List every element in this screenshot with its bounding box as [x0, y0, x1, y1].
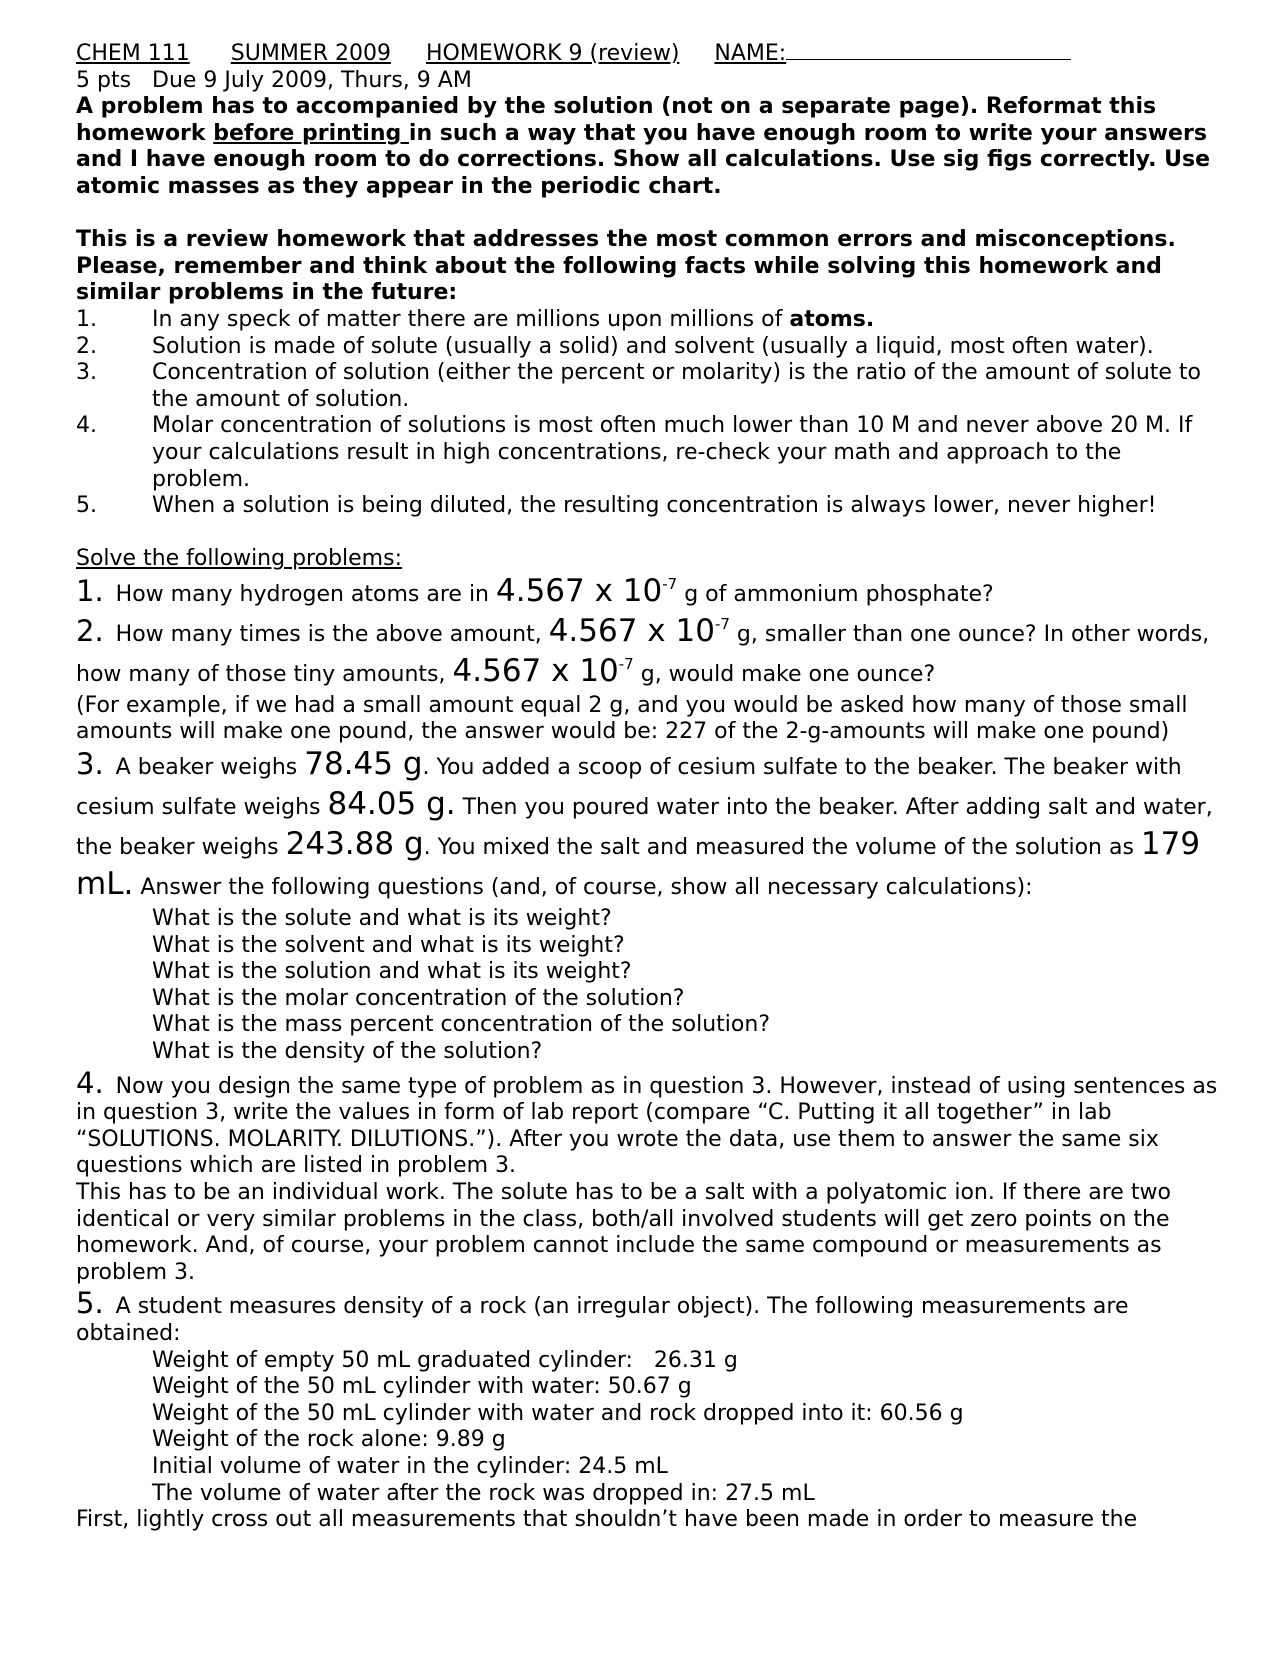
- subquestion: What is the density of the solution?: [152, 1039, 543, 1065]
- question-number: 4.: [76, 1065, 104, 1100]
- question-number: 2.: [76, 613, 104, 648]
- question-number: 1.: [76, 573, 104, 608]
- subquestion: What is the solvent and what is its weight?: [152, 932, 625, 958]
- subquestion: What is the mass percent concentration of the solution?: [152, 1012, 770, 1038]
- question-text: How many hydrogen atoms are in: [115, 581, 496, 607]
- header-line: [76, 37, 1226, 68]
- fact-number: 5.: [76, 493, 97, 519]
- fact-item: [76, 360, 1226, 413]
- instructions-text-1: A problem has to accompanied by the solution (not on a separate page). Reformat this homework: [76, 94, 1157, 146]
- fact-text: Solution is made of solute (usually a solid) and solvent (usually a liquid, most often water).: [152, 333, 1154, 359]
- question-number: 3.: [76, 747, 104, 782]
- instructions-text-2: in such a way that you have enough room to write your answers and I have enough room to do corrections. Show all calculations. Use sig figs correctly. Use atomic masses as they appear in the periodic chart.: [76, 120, 1210, 199]
- sci-value: 4.567 x 10: [548, 612, 715, 649]
- question-5-instruction: First, lightly cross out all measurements that shouldn’t have been made in order to measure the: [76, 1507, 1138, 1533]
- measurement: Weight of empty 50 mL graduated cylinder: 26.31 g: [152, 1347, 738, 1373]
- question-text: . You added a scoop of cesium sulfate to the beaker. The beaker with cesium sulfate weighs: [76, 755, 1182, 821]
- fact-number: 1.: [76, 306, 97, 332]
- fact-number: 3.: [76, 360, 97, 386]
- measured-value: 78.45 g: [304, 746, 423, 783]
- fact-text: Concentration of solution (either the percent or molarity) is the ratio of the amount of solute to the amount of solution.: [152, 360, 1201, 412]
- course-code: CHEM 111: [76, 41, 190, 66]
- question-text: g, would make one ounce?: [633, 661, 936, 687]
- question-text: How many times is the above amount,: [115, 621, 549, 647]
- name-label: NAME:: [714, 41, 787, 66]
- measurement: Weight of the rock alone: 9.89 g: [152, 1427, 506, 1453]
- fact-text: When a solution is being diluted, the resulting concentration is always lower, never higher!: [152, 493, 1157, 519]
- measurement: The volume of water after the rock was dropped in: 27.5 mL: [152, 1480, 815, 1506]
- subquestion: What is the solution and what is its weight?: [152, 959, 632, 985]
- measurement: Weight of the 50 mL cylinder with water and rock dropped into it: 60.56 g: [152, 1400, 964, 1426]
- fact-number: 2.: [76, 333, 97, 359]
- instructions-underlined: before printing: [213, 120, 409, 146]
- fact-item: [76, 493, 1226, 520]
- exponent: -7: [714, 614, 730, 633]
- measured-value: 179 mL.: [76, 826, 1201, 903]
- due-line: 5 pts Due 9 July 2009, Thurs, 9 AM: [76, 67, 472, 93]
- subquestion: What is the molar concentration of the solution?: [152, 985, 685, 1011]
- question-text: A student measures density of a rock (an irregular object). The following measurements are obtained:: [76, 1294, 1129, 1346]
- question-3-subquestions: [76, 906, 1226, 1066]
- question-2-example: (For example, if we had a small amount equal 2 g, and you would be asked how many of those small amounts will make one pound, the answer would be: 227 of the 2-g-amounts will make one pound): [76, 692, 1188, 745]
- exponent: -7: [662, 574, 678, 593]
- question-4-rules: This has to be an individual work. The solute has to be a salt with a polyatomic ion. If there are two identical or very similar problems in the class, both/all involved students will get zero points on the homework. And, of course, your problem cannot include the same compound or measurements as problem 3.: [76, 1180, 1171, 1285]
- measured-value: 243.88 g: [285, 826, 424, 863]
- question-3: [76, 746, 1226, 906]
- sci-value: 4.567 x 10: [496, 572, 663, 609]
- name-blank: [786, 37, 1071, 60]
- instructions: [76, 94, 1226, 200]
- review-intro: This is a review homework that addresses the most common errors and misconceptions. Please, remember and think about the following facts while solving this homework and similar problems in the future:: [76, 227, 1176, 306]
- measurement: Initial volume of water in the cylinder: 24.5 mL: [152, 1453, 668, 1479]
- fact-text: Molar concentration of solutions is most often much lower than 10 M and never above 20 M. If your calculations result in high concentrations, re-check your math and approach to the problem.: [152, 413, 1193, 492]
- homework-title: HOMEWORK 9 (review): [425, 41, 680, 66]
- question-4: [76, 1065, 1226, 1180]
- fact-number: 4.: [76, 413, 97, 439]
- question-text: Now you design the same type of problem as in question 3. However, instead of using sentences as in question 3, write the values in form of lab report (compare “C. Putting it all together” in lab “SOLUTIONS. MOLARITY. DILUTIONS.”). After you wrote the data, use them to answer the same six questions which are listed in problem 3.: [76, 1073, 1218, 1179]
- question-text: g, smaller than one ounce? In other words, how many of those tiny amounts,: [76, 621, 1210, 687]
- question-text: Answer the following questions (and, of course, show all necessary calculations):: [133, 875, 1033, 901]
- question-5-measurements: [76, 1348, 1226, 1508]
- fact-item: [76, 334, 1226, 361]
- measurement: Weight of the 50 mL cylinder with water: 50.67 g: [152, 1374, 692, 1400]
- question-text: g of ammonium phosphate?: [677, 581, 994, 607]
- question-text: A beaker weighs: [115, 755, 305, 781]
- fact-text: In any speck of matter there are millions upon millions of: [152, 306, 790, 332]
- question-text: Then you poured water into the beaker. After adding salt and water, the beaker weighs: [76, 795, 1213, 861]
- document-body: [76, 37, 1226, 1534]
- question-number: 5.: [76, 1286, 104, 1321]
- question-text: . You mixed the salt and measured the volume of the solution as: [423, 835, 1141, 861]
- fact-item: [76, 413, 1226, 493]
- fact-bold-text: atoms.: [789, 306, 875, 332]
- solve-heading: Solve the following problems:: [76, 546, 402, 572]
- subquestion: What is the solute and what is its weight?: [152, 906, 612, 932]
- measured-value: 84.05 g.: [327, 786, 456, 823]
- question-1: [76, 573, 1226, 613]
- exponent: -7: [618, 654, 634, 673]
- term: SUMMER 2009: [230, 41, 391, 66]
- question-5: [76, 1286, 1226, 1347]
- fact-item: [76, 307, 1226, 334]
- question-2: [76, 613, 1226, 693]
- sci-value: 4.567 x 10: [452, 652, 619, 689]
